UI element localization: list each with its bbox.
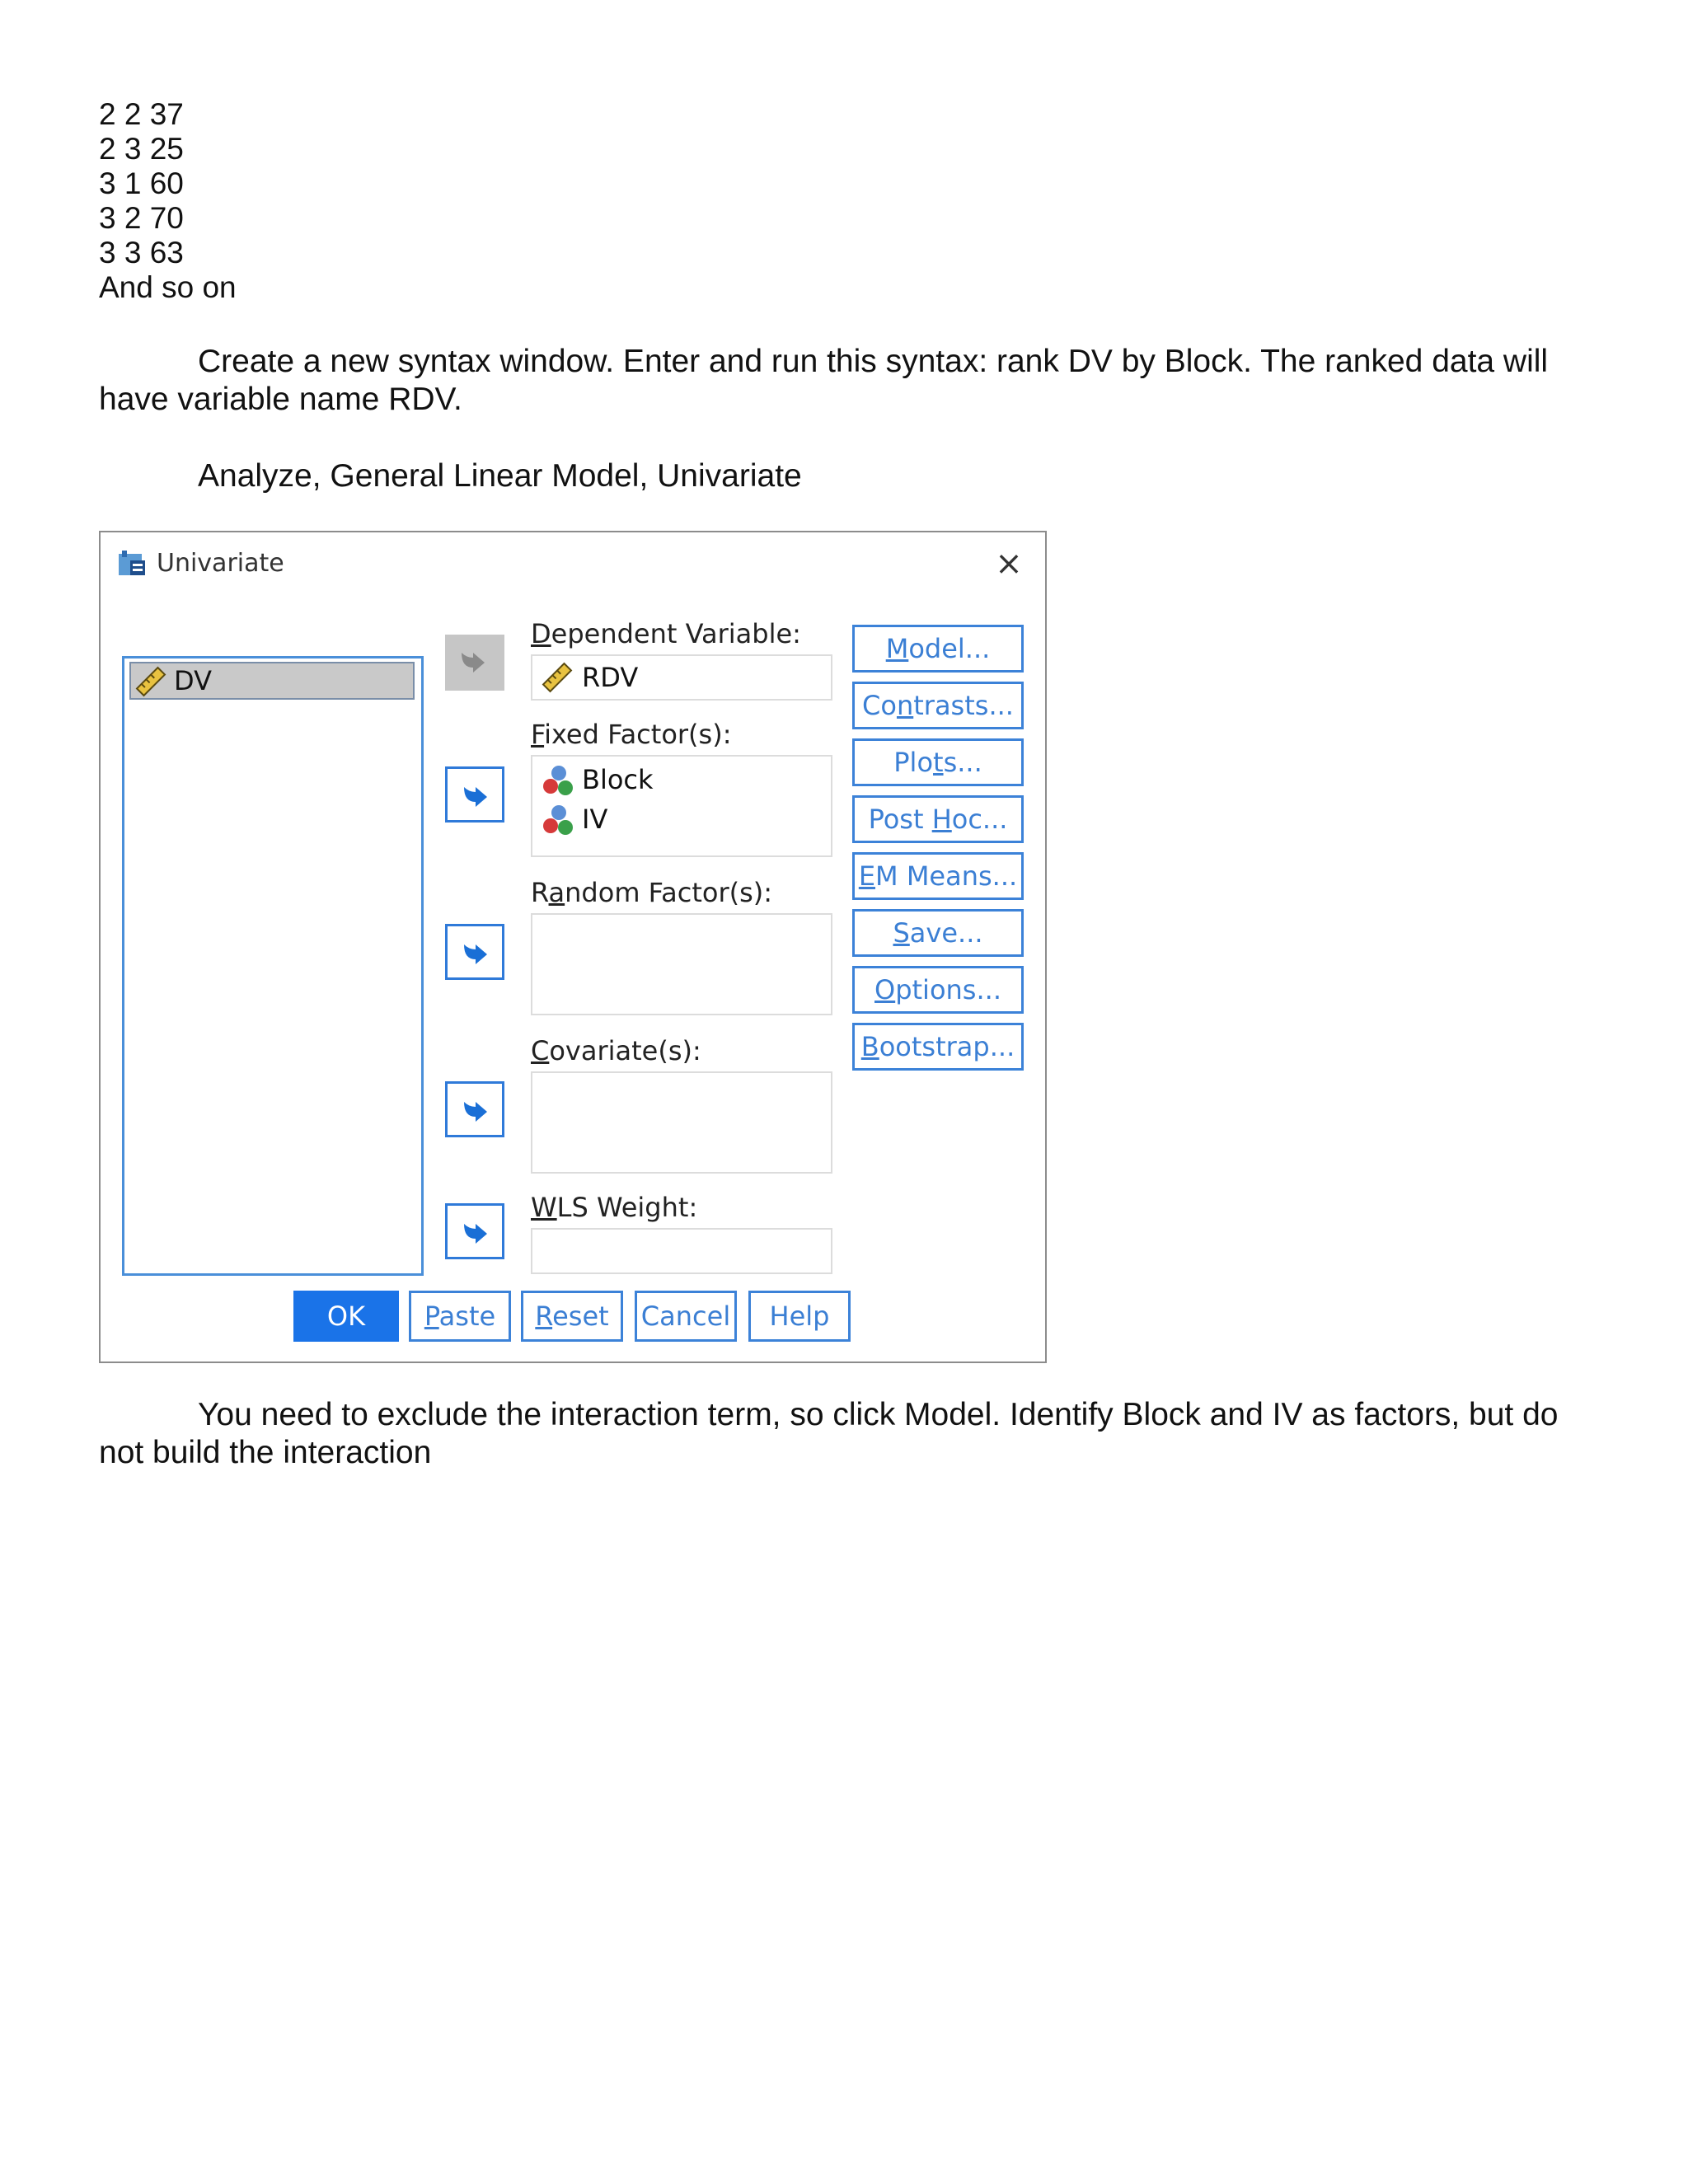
bootstrap-button[interactable]: Bootstrap... bbox=[852, 1023, 1024, 1071]
scale-ruler-icon bbox=[541, 661, 574, 694]
wls-weight-field[interactable] bbox=[531, 1228, 832, 1274]
move-to-dependent-button[interactable] bbox=[445, 635, 504, 691]
fixed-factors-field[interactable] bbox=[531, 755, 832, 857]
arrow-right-icon bbox=[457, 644, 493, 677]
dependent-variable-label: Dependent Variable: bbox=[531, 618, 801, 649]
help-button[interactable]: Help bbox=[748, 1291, 851, 1342]
random-factors-field[interactable] bbox=[531, 913, 832, 1015]
close-icon[interactable]: × bbox=[995, 545, 1023, 583]
variable-label: Block bbox=[582, 764, 654, 795]
variable-label: IV bbox=[582, 804, 608, 835]
dependent-variable-field[interactable] bbox=[531, 654, 832, 701]
save-button[interactable]: Save... bbox=[852, 909, 1024, 957]
nominal-factor-icon bbox=[541, 803, 577, 839]
source-variable-list[interactable] bbox=[122, 656, 424, 1276]
cancel-button[interactable]: Cancel bbox=[635, 1291, 737, 1342]
univariate-dialog bbox=[99, 531, 1047, 1363]
variable-label: RDV bbox=[582, 662, 639, 693]
paste-button[interactable]: Paste bbox=[409, 1291, 511, 1342]
data-line: 2 2 37 bbox=[99, 97, 184, 131]
move-to-fixed-factor-button[interactable] bbox=[445, 766, 504, 823]
ok-button[interactable]: OK bbox=[293, 1291, 399, 1342]
paragraph-model-instructions: You need to exclude the interaction term, so click Model. Identify Block and IV as factors, but do not build the interaction bbox=[99, 1397, 1559, 1470]
scale-ruler-icon bbox=[134, 665, 167, 698]
nominal-factor-icon bbox=[541, 763, 577, 799]
move-to-random-factor-button[interactable] bbox=[445, 924, 504, 980]
paragraph-syntax: Create a new syntax window. Enter and run this syntax: rank DV by Block. The ranked data will have variable name RDV. bbox=[99, 344, 1549, 417]
arrow-right-icon bbox=[459, 1216, 495, 1249]
wls-weight-label: WLS Weight: bbox=[531, 1192, 698, 1223]
contrasts-button[interactable]: Contrasts... bbox=[852, 682, 1024, 729]
random-factors-label: Random Factor(s): bbox=[531, 877, 773, 908]
list-item[interactable] bbox=[541, 661, 638, 694]
paragraph-menu-path: Analyze, General Linear Model, Univariate bbox=[198, 458, 802, 494]
list-item[interactable] bbox=[129, 662, 415, 700]
move-to-wls-weight-button[interactable] bbox=[445, 1203, 504, 1259]
fixed-factors-label: Fixed Factor(s): bbox=[531, 719, 732, 750]
covariates-label: Covariate(s): bbox=[531, 1035, 701, 1066]
data-line-and-so-on: And so on bbox=[99, 270, 237, 304]
dialog-title: Univariate bbox=[157, 549, 284, 578]
options-button[interactable]: Options... bbox=[852, 966, 1024, 1014]
list-item[interactable] bbox=[541, 803, 607, 836]
data-line: 3 2 70 bbox=[99, 201, 184, 235]
model-button[interactable]: Model... bbox=[852, 625, 1024, 673]
post-hoc-button[interactable]: Post Hoc... bbox=[852, 795, 1024, 843]
arrow-right-icon bbox=[459, 1094, 495, 1127]
move-to-covariate-button[interactable] bbox=[445, 1081, 504, 1137]
em-means-button[interactable]: EM Means... bbox=[852, 852, 1024, 900]
reset-button[interactable]: Reset bbox=[521, 1291, 623, 1342]
data-line: 2 3 25 bbox=[99, 132, 184, 166]
arrow-right-icon bbox=[459, 936, 495, 969]
list-item[interactable] bbox=[541, 763, 654, 796]
arrow-right-icon bbox=[459, 779, 495, 812]
data-line: 3 3 63 bbox=[99, 236, 184, 269]
plots-button[interactable]: Plots... bbox=[852, 738, 1024, 786]
univariate-app-icon bbox=[117, 549, 147, 579]
data-line: 3 1 60 bbox=[99, 166, 184, 200]
variable-label: DV bbox=[174, 665, 212, 696]
covariates-field[interactable] bbox=[531, 1071, 832, 1174]
